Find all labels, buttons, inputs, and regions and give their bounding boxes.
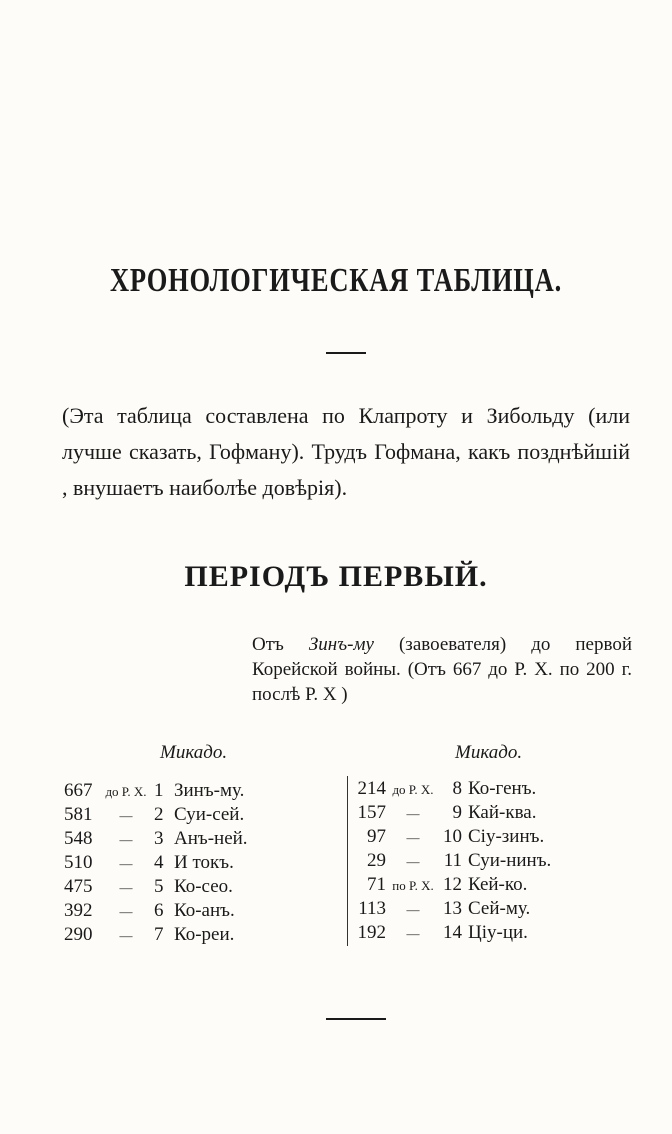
table-row <box>352 778 551 802</box>
name-cell: Ко-реи. <box>174 924 235 945</box>
table-row <box>352 922 551 946</box>
table-row <box>64 780 248 804</box>
number-cell: 2 <box>154 804 164 825</box>
table-row <box>64 924 248 948</box>
period-subtitle <box>252 632 632 707</box>
right-column-heading: Микадо. <box>455 742 523 763</box>
number-cell: 6 <box>154 900 164 921</box>
title-rule <box>326 352 366 354</box>
number-cell: 10 <box>443 826 462 847</box>
table-row <box>64 876 248 900</box>
name-cell: Кей-ко. <box>468 874 528 895</box>
year-cell: 392 <box>64 900 93 921</box>
year-cell: 157 <box>357 802 386 823</box>
subtitle-pre: Отъ <box>252 634 309 655</box>
year-cell: 290 <box>64 924 93 945</box>
left-mikado-list <box>64 780 248 948</box>
name-cell: Ко-анъ. <box>174 900 235 921</box>
table-row <box>64 900 248 924</box>
table-row <box>352 874 551 898</box>
year-cell: 113 <box>358 898 386 919</box>
table-row <box>64 852 248 876</box>
era-cell: до Р. Х. <box>392 782 434 797</box>
year-cell: 214 <box>357 778 386 799</box>
era-cell: — <box>119 880 133 895</box>
table-row <box>352 826 551 850</box>
name-cell: Ко-сео. <box>174 876 233 897</box>
number-cell: 3 <box>154 828 164 849</box>
left-column-heading: Микадо. <box>160 742 228 763</box>
era-cell: — <box>406 830 420 845</box>
period-heading: ПЕРІОДЪ ПЕРВЫЙ. <box>184 560 488 593</box>
table-row <box>352 898 551 922</box>
year-cell: 581 <box>64 804 93 825</box>
name-cell: Зинъ-му. <box>174 780 245 801</box>
era-cell: — <box>406 902 420 917</box>
era-cell: — <box>119 832 133 847</box>
number-cell: 12 <box>443 874 462 895</box>
year-cell: 71 <box>367 874 386 895</box>
number-cell: 9 <box>452 802 462 823</box>
name-cell: И токъ. <box>174 852 234 873</box>
number-cell: 4 <box>154 852 164 873</box>
era-cell: — <box>119 808 133 823</box>
era-cell: — <box>119 928 133 943</box>
introductory-note: (Эта таблица составлена по Клапроту и Зибольду (или лучше сказать, Гофману). Трудъ Гофмана, какъ позднѣйшій , внушаетъ наиболѣе довѣрія). <box>62 403 630 500</box>
number-cell: 1 <box>154 780 164 801</box>
right-mikado-list <box>352 778 551 946</box>
year-cell: 97 <box>367 826 386 847</box>
era-cell: — <box>406 806 420 821</box>
name-cell: Кай-ква. <box>468 802 537 823</box>
table-row <box>64 828 248 852</box>
era-cell: — <box>119 856 133 871</box>
name-cell: Анъ-ней. <box>174 828 248 849</box>
bottom-rule <box>326 1018 386 1020</box>
subtitle-italic: Зинъ-му <box>308 634 374 655</box>
column-divider <box>347 776 348 946</box>
name-cell: Ко-генъ. <box>468 778 537 799</box>
name-cell: Суи-сей. <box>174 804 245 825</box>
era-cell: — <box>406 926 420 941</box>
year-cell: 667 <box>64 780 93 801</box>
table-row <box>64 804 248 828</box>
name-cell: Ціу-ци. <box>468 922 528 943</box>
era-cell: — <box>406 854 420 869</box>
subtitle-post: (завоевателя) до первой Корейской войны. (Отъ 667 до Р. Х. по 200 г. послѣ Р. Х ) <box>252 634 632 705</box>
name-cell: Сей-му. <box>468 898 531 919</box>
table-row <box>352 850 551 874</box>
name-cell: Сіу-зинъ. <box>468 826 545 847</box>
table-row <box>352 802 551 826</box>
number-cell: 14 <box>443 922 462 943</box>
number-cell: 13 <box>443 898 462 919</box>
year-cell: 548 <box>64 828 93 849</box>
era-cell: до Р. Х. <box>105 784 147 799</box>
number-cell: 7 <box>154 924 164 945</box>
year-cell: 29 <box>367 850 386 871</box>
number-cell: 11 <box>443 850 462 871</box>
name-cell: Суи-нинъ. <box>468 850 552 871</box>
number-cell: 8 <box>452 778 462 799</box>
number-cell: 5 <box>154 876 164 897</box>
year-cell: 475 <box>64 876 93 897</box>
era-cell: по Р. Х. <box>392 878 434 893</box>
page-title: ХРОНОЛОГИЧЕСКАЯ ТАБЛИЦА. <box>109 262 563 299</box>
era-cell: — <box>119 904 133 919</box>
year-cell: 510 <box>64 852 93 873</box>
year-cell: 192 <box>357 922 386 943</box>
